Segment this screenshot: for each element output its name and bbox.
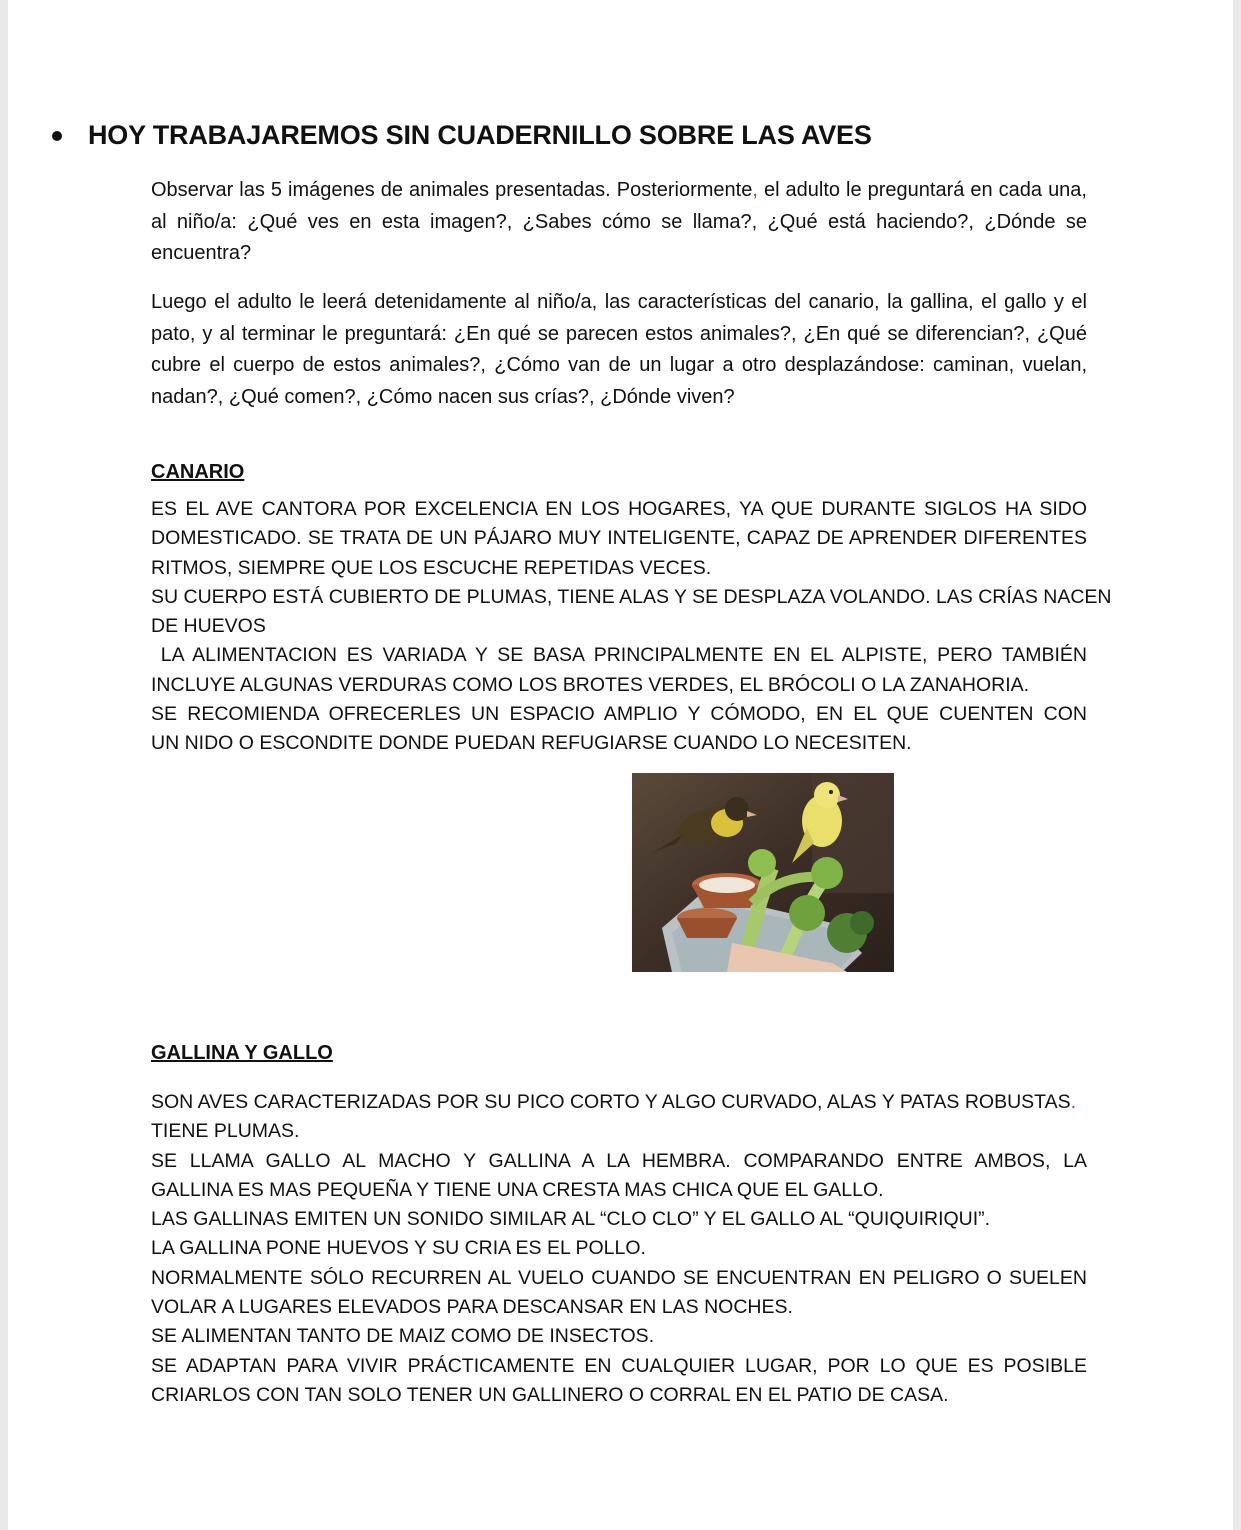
canario-line: SU CUERPO ESTÁ CUBIERTO DE PLUMAS, TIENE ALAS Y SE DESPLAZA VOLANDO. LAS CRÍAS NACEN [151, 585, 1112, 608]
canario-line: LA ALIMENTACION ES VARIADA Y SE BASA PRINCIPALMENTE EN EL ALPISTE, PERO TAMBIÉN [151, 644, 1087, 667]
canary-photo-illustration [632, 773, 894, 972]
gallina-line: SE ADAPTAN PARA VIVIR PRÁCTICAMENTE EN CUALQUIER LUGAR, POR LO QUE ES POSIBLE [151, 1354, 1087, 1377]
gallina-line: LAS GALLINAS EMITEN UN SONIDO SIMILAR AL “CLO CLO” Y EL GALLO AL “QUIQUIRIQUI”. [151, 1208, 991, 1231]
intro-paragraph-2: Luego el adulto le leerá detenidamente al niño/a, las características del canario, la gallina, el gallo y el pato, y al terminar le preguntará: ¿En qué se parecen estos animales?, ¿En qué se diferencian?, ¿Qué cubre el cuerpo de estos animales?, ¿Cómo van de un lugar a otro desplazándose: caminan, vuelan, nadan?, ¿Qué comen?, ¿Cómo nacen sus crías?, ¿Dónde viven? [151, 291, 1087, 408]
gallina-line: SE LLAMA GALLO AL MACHO Y GALLINA A LA HEMBRA. COMPARANDO ENTRE AMBOS, LA [151, 1149, 1087, 1172]
gallina-line: SON AVES CARACTERIZADAS POR SU PICO CORTO Y ALGO CURVADO, ALAS Y PATAS ROBUSTAS. [151, 1091, 1077, 1113]
gallina-line: NORMALMENTE SÓLO RECURREN AL VUELO CUANDO SE ENCUENTRAN EN PELIGRO O SUELEN [151, 1266, 1087, 1289]
document-page [8, 0, 1233, 1530]
gallina-line: LA GALLINA PONE HUEVOS Y SU CRIA ES EL POLLO. [151, 1237, 646, 1260]
gallina-line: SE ALIMENTAN TANTO DE MAIZ COMO DE INSECTOS. [151, 1325, 655, 1348]
canario-line: RITMOS, SIEMPRE QUE LOS ESCUCHE REPETIDAS VECES. [151, 556, 712, 579]
section-title-gallina-y-gallo: GALLINA Y GALLO [151, 1042, 333, 1064]
gallina-line: CRIARLOS CON TAN SOLO TENER UN GALLINERO O CORRAL EN EL PATIO DE CASA. [151, 1383, 949, 1406]
canario-line: INCLUYE ALGUNAS VERDURAS COMO LOS BROTES VERDES, EL BRÓCOLI O LA ZANAHORIA. [151, 673, 1030, 696]
gallina-line: GALLINA ES MAS PEQUEÑA Y TIENE UNA CRESTA MAS CHICA QUE EL GALLO. [151, 1178, 884, 1201]
canario-line: DOMESTICADO. SE TRATA DE UN PÁJARO MUY INTELIGENTE, CAPAZ DE APRENDER DIFERENTES [151, 527, 1087, 550]
canario-line: DE HUEVOS [151, 615, 266, 638]
heading-text: HOY TRABAJAREMOS SIN CUADERNILLO SOBRE LAS AVES [88, 120, 872, 150]
canario-line: ES EL AVE CANTORA POR EXCELENCIA EN LOS HOGARES, YA QUE DURANTE SIGLOS HA SIDO [151, 498, 1087, 520]
canario-line: UN NIDO O ESCONDITE DONDE PUEDAN REFUGIARSE CUANDO LO NECESITEN. [151, 732, 912, 755]
bullet-icon [52, 131, 62, 141]
gallina-text [151, 1088, 1087, 1410]
gallina-line: VOLAR A LUGARES ELEVADOS PARA DESCANSAR EN LAS NOCHES. [151, 1296, 793, 1319]
intro-paragraph-1: Observar las 5 imágenes de animales presentadas. Posteriormente, el adulto le preguntará en cada una, al niño/a: ¿Qué ves en esta imagen?, ¿Sabes cómo se llama?, ¿Qué está haciendo?, ¿Dónde se encuentra? [151, 179, 1087, 264]
gallina-line: TIENE PLUMAS. [151, 1120, 300, 1143]
canario-line: SE RECOMIENDA OFRECERLES UN ESPACIO AMPLIO Y CÓMODO, EN EL QUE CUENTEN CON [151, 703, 1087, 726]
main-heading [52, 120, 952, 151]
section-title-canario: CANARIO [151, 461, 245, 483]
canary-photo [632, 773, 894, 972]
canario-text [151, 495, 1112, 759]
